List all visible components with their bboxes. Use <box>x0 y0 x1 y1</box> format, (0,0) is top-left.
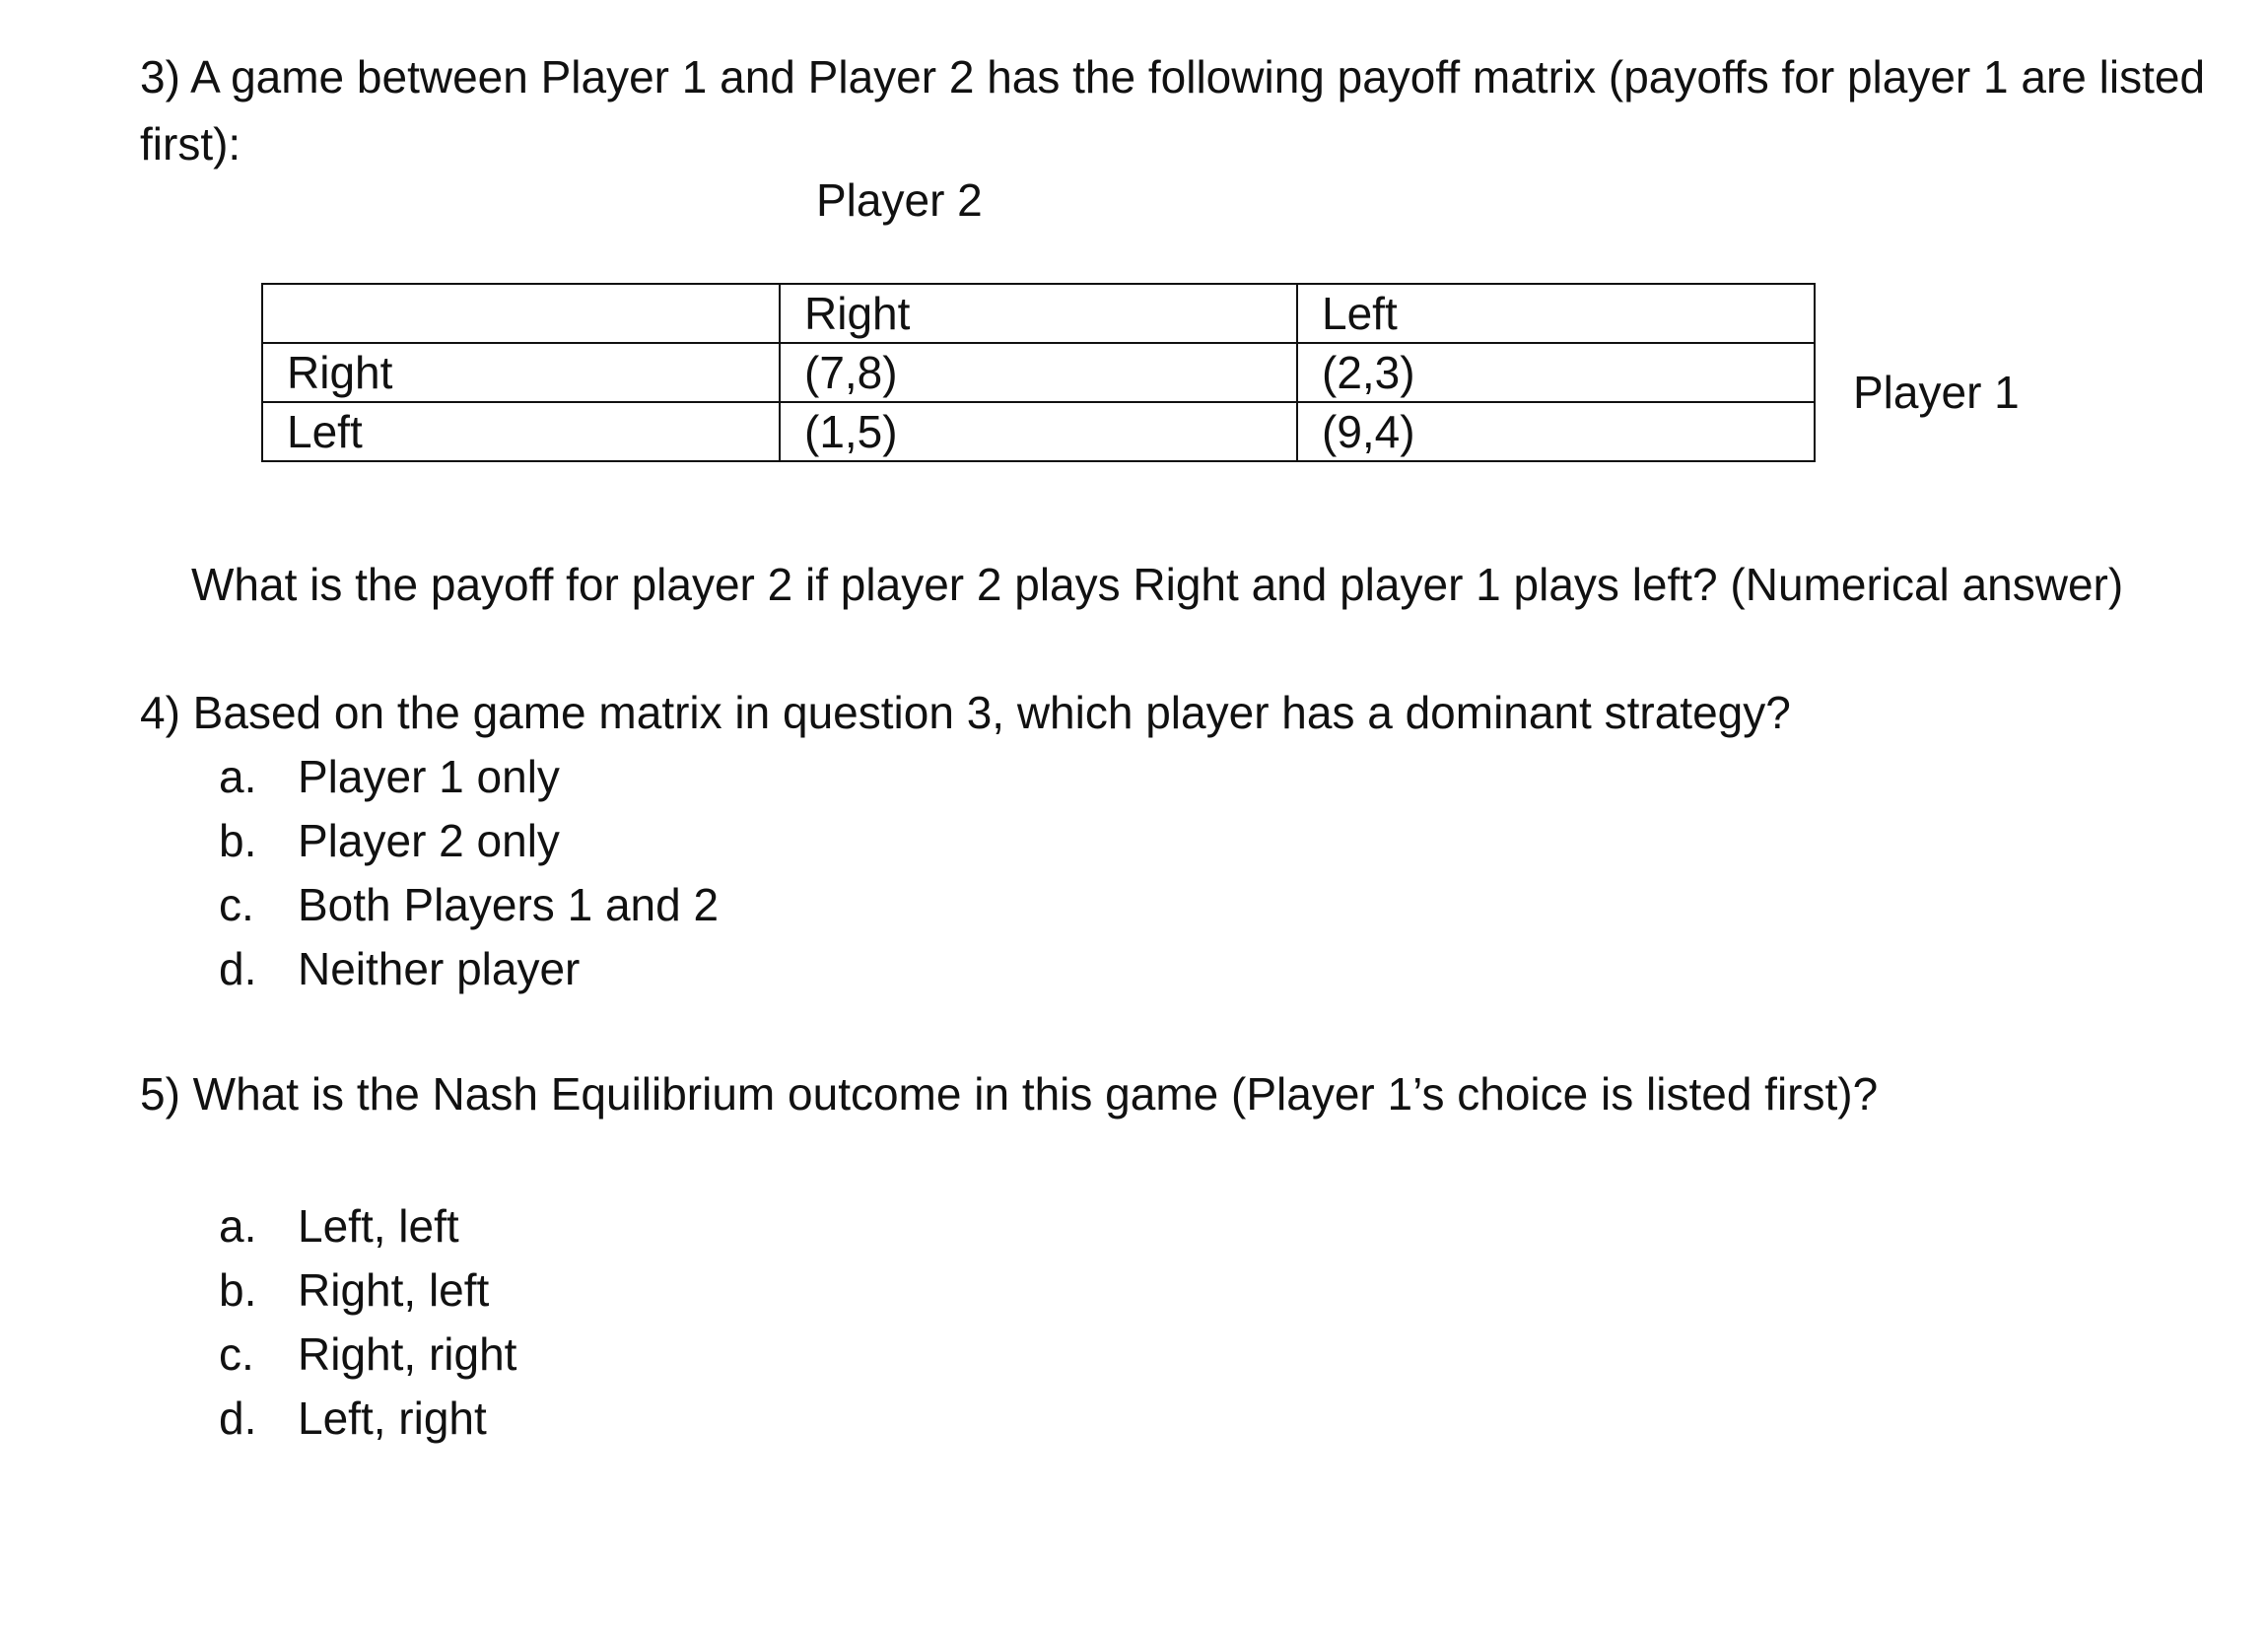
payoff-matrix-table <box>261 283 1816 462</box>
question-3-intro: 3) A game between Player 1 and Player 2 has the following payoff matrix (payoffs for player 1 are listed first): <box>140 51 2206 170</box>
player-2-label: Player 2 <box>816 174 983 226</box>
option-text: Left, right <box>298 1392 487 1444</box>
list-item <box>219 1194 516 1258</box>
list-item <box>219 745 719 809</box>
list-item <box>219 937 719 1001</box>
row-label-right: Right <box>262 343 780 402</box>
table-header-cell-right: Right <box>780 284 1297 343</box>
option-letter: b. <box>219 815 257 866</box>
list-item <box>219 1258 516 1323</box>
option-letter: a. <box>219 1200 257 1252</box>
option-letter: a. <box>219 751 257 802</box>
table-row <box>262 343 1815 402</box>
option-text: Player 2 only <box>298 815 560 866</box>
question-4-options <box>219 745 719 1001</box>
payoff-cell: (9,4) <box>1297 402 1815 461</box>
list-item <box>219 873 719 937</box>
payoff-cell: (1,5) <box>780 402 1297 461</box>
option-text: Player 1 only <box>298 751 560 802</box>
table-header-cell-empty <box>262 284 780 343</box>
question-3-prompt: What is the payoff for player 2 if player 2 plays Right and player 1 plays left? (Numerical answer) <box>191 559 2124 610</box>
table-row <box>262 402 1815 461</box>
option-text: Left, left <box>298 1200 459 1252</box>
option-letter: c. <box>219 1328 254 1380</box>
question-5-options <box>219 1194 516 1451</box>
option-letter: c. <box>219 879 254 930</box>
option-text: Right, right <box>298 1328 517 1380</box>
option-letter: d. <box>219 943 257 994</box>
player-1-label: Player 1 <box>1853 367 2020 418</box>
payoff-cell: (7,8) <box>780 343 1297 402</box>
option-letter: d. <box>219 1392 257 1444</box>
payoff-cell: (2,3) <box>1297 343 1815 402</box>
table-header-cell-left: Left <box>1297 284 1815 343</box>
row-label-left: Left <box>262 402 780 461</box>
list-item <box>219 1387 516 1451</box>
table-header-row <box>262 284 1815 343</box>
option-text: Right, left <box>298 1264 490 1316</box>
list-item <box>219 809 719 873</box>
question-5-prompt: 5) What is the Nash Equilibrium outcome in this game (Player 1’s choice is listed first)? <box>140 1068 1879 1120</box>
option-text: Neither player <box>298 943 581 994</box>
option-text: Both Players 1 and 2 <box>298 879 720 930</box>
list-item <box>219 1323 516 1387</box>
question-4-prompt: 4) Based on the game matrix in question 3, which player has a dominant strategy? <box>140 687 1791 738</box>
option-letter: b. <box>219 1264 257 1316</box>
